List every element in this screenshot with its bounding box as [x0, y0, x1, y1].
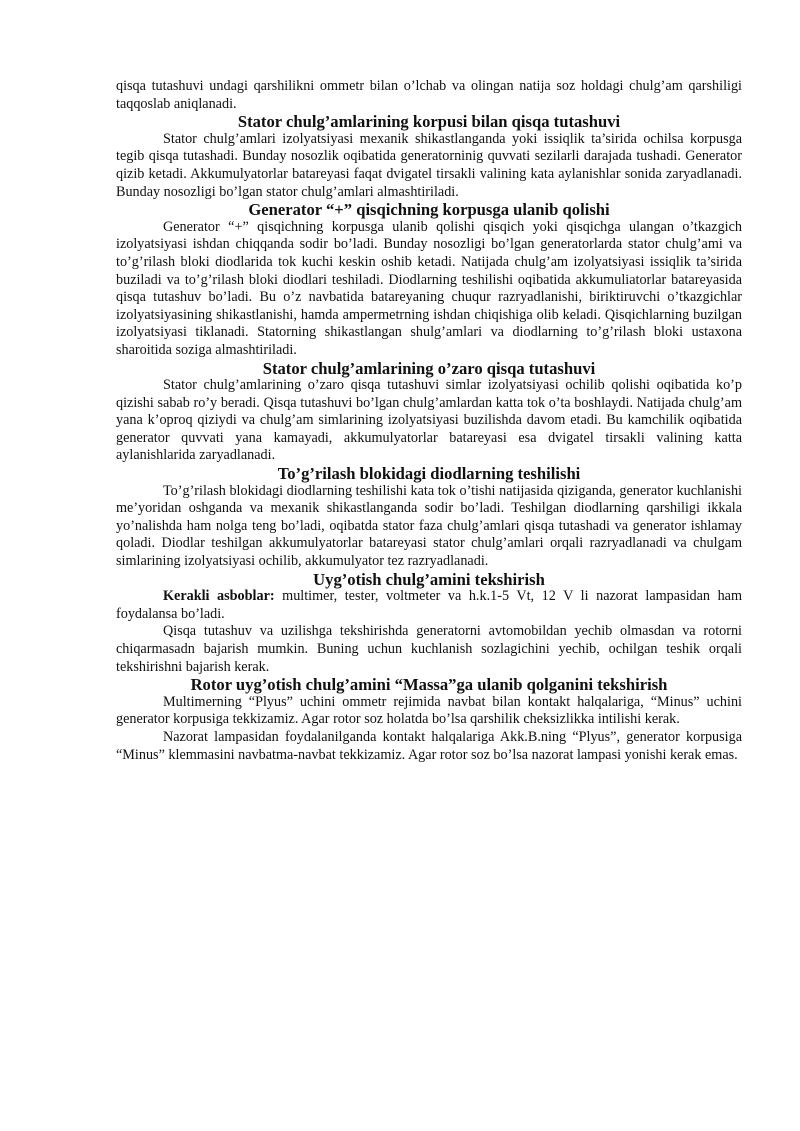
required-tools-label: Kerakli asboblar: — [163, 588, 275, 605]
heading-excitation-winding-test: Uyg’otish chulg’amini tekshirish — [313, 569, 545, 589]
heading-rotor-ground-test: Rotor uyg’otish chulg’amini “Massa”ga ulanib qolganini tekshirish — [190, 675, 668, 695]
heading-plus-terminal-short: Generator “+” qisqichning korpusga ulanib qolishi — [248, 200, 610, 220]
paragraph-stator-housing-short: Stator chulg’amlari izolyatsiyasi mexanik shikastlanganda yoki issiqlik ta’sirida ochilsa korpusga tegib qisqa tutashadi. Bunday nosozlik oqibatida generatorninig quvvati sezilarli darajada tushadi. Generator qizib ketadi. Akkumulyatorlar batareyasi faqat dvigatel tirsakli valining kata aylanishlar sonida zaryadlanadi. Bunday nosozligi bo’lgan stator chulg’amlari almashtiriladi. — [116, 130, 742, 200]
paragraph-diode-breakdown: To’g’rilash blokidagi diodlarning teshilishi kata tok o’tishi natijasida qiziganda, generator kuchlanishi me’yoridan oshganda va mexanik shikastlanganda sodir bo’ladi. Teshilgan diodlarning qarshiligi ikkala yo’nalishda ham nolga teng bo’ladi, oqibatda stator faza chulg’amlari qisqa tutashadi va generator ishlamay qoladi. Diodlar teshilgan akkumulyatorlar batareyasi stator chulg’amlari orqali razryadlanadi va chulgam simlarining izolyatsiyasi ochilib, akkumulyator tez razryadlanadi. — [116, 482, 742, 570]
paragraph-multimeter-test: Multimerning “Plyus” uchini ommetr rejimida navbat bilan kontakt halqalariga, “Minus” uchini generator korpusiga tekkizamiz. Agar rotor soz holatda bo’lsa qarshilik cheksizlikka intilishi kerak. — [116, 693, 742, 728]
document-page — [116, 78, 742, 764]
paragraph-required-tools — [116, 588, 742, 623]
paragraph-stator-interturn-short: Stator chulg’amlarining o’zaro qisqa tutashuvi simlar izolyatsiyasi ochilib qolishi oqibatida ko’p qizishi sabab ro’y beradi. Qisqa tutashuvi bo’lgan chulg’amlardan katta tok o’ta boshlaydi. Natijada chulg’am yana k’oproq qiziydi va chulg’am simlarining izolyatsiyasi buzilishda davom etadi. Bu kamchilik oqibatida generator quvvati yana kamayadi, akkumulyatorlar batareyasi esa dvigatel tirsakli valining katta aylanishlarida zaryadlanadi. — [116, 377, 742, 464]
paragraph-intro: qisqa tutashuvi undagi qarshilikni ommetr bilan o’lchab va olingan natija soz holdagi chulg’am qarshiligi taqqoslab aniqlanadi. — [116, 78, 742, 112]
paragraph-test-lamp: Nazorat lampasidan foydalanilganda kontakt halqalariga Akk.B.ning “Plyus”, generator korpusiga “Minus” klemmasini navbatma-navbat tekkizamiz. Agar rotor soz bo’lsa nazorat lampasi yonishi kerak emas. — [116, 728, 742, 763]
heading-stator-housing-short: Stator chulg’amlarining korpusi bilan qisqa tutashuvi — [237, 112, 621, 132]
heading-diode-breakdown: To’g’rilash blokidagi diodlarning teshilishi — [277, 464, 581, 484]
paragraph-plus-terminal-short: Generator “+” qisqichning korpusga ulanib qolishi qisqich yoki qisqichga ulangan o’tkazgich izolyatsiyasi ishdan chiqqanda sodir bo’ladi. Bunday nosozligi bo’lgan generatorlarda stator chulg’ami va to’g’rilash bloki diodlarida tok kuchi keskin oshib ketadi. Natijada chulg’am izolyatsiyasi issiqlik ta’sirida buziladi va to’g’rilash bloki diodlari teshiladi. Diodlarning teshilishi oqibatida akkumuliatorlar batareyasida qisqa tutashuv bo’ladi. Bu o’z navbatida batareyaning chuqur razryadlanishi, biriktiruvchi o’tkazgichlar izolyatsiyasining shikastlanishi, hamda ampermetrning ishdan chiqishiga olib keladi. Qisqichlarning buzilgan izolyatsiyasi tiklanadi. Statorning shikastlangan shulg’amlari va diodlarning to’g’rilash bloki ustaxona sharoitida soziga almashtiriladi. — [116, 218, 742, 358]
paragraph-in-car-testing: Qisqa tutashuv va uzilishga tekshirishda generatorni avtomobildan yechib olmasdan va rotorni chiqarmasadn bajarish mumkin. Buning uchun kuchlanish sozlagichini yechib, ochilgan teshik orqali tekshirishni bajarish kerak. — [116, 623, 742, 675]
required-tools-text: multimer, tester, voltmeter va h.k.1-5 Vt, 12 V li nazorat lampasidan ham foydalansa bo’ladi. — [116, 588, 742, 622]
heading-stator-interturn-short: Stator chulg’amlarining o’zaro qisqa tutashuvi — [262, 358, 596, 378]
